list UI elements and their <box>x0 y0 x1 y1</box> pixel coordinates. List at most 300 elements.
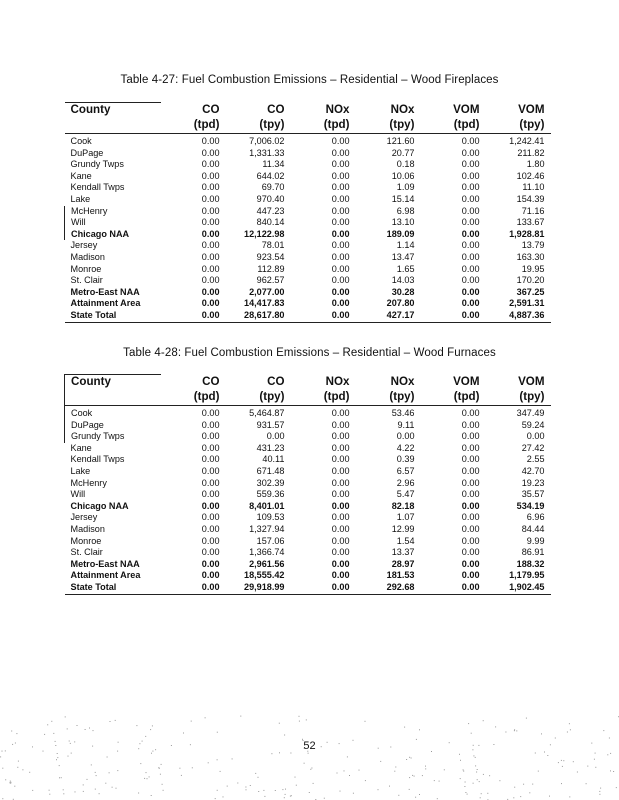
noise-dot <box>295 777 296 778</box>
noise-dot <box>57 753 58 754</box>
noise-dot <box>83 784 84 785</box>
nox-tpy-cell: 0.39 <box>396 454 415 465</box>
noise-dot <box>547 755 548 756</box>
vom-tpy-cell: 154.39 <box>516 193 545 204</box>
noise-dot <box>183 733 184 734</box>
noise-dot <box>365 721 366 722</box>
co-tpy-cell: 78.01 <box>261 240 285 251</box>
co-tpd-cell: 0.00 <box>201 228 220 239</box>
noise-dot <box>389 786 390 787</box>
nox-tpd-cell: 0.00 <box>331 159 350 170</box>
vom-tpd-cell: 0.00 <box>461 477 480 488</box>
table-row <box>65 275 551 287</box>
header-county: County <box>65 103 161 118</box>
noise-dot <box>460 760 461 761</box>
table-row <box>65 420 551 432</box>
noise-dot <box>595 767 596 768</box>
noise-dot <box>463 769 464 770</box>
vom-tpd-cell: 0.00 <box>421 582 486 594</box>
vom-tpy-cell: 347.49 <box>516 408 545 418</box>
noise-dot <box>10 783 11 784</box>
noise-dot <box>181 775 182 776</box>
vom-tpd-cell: 0.00 <box>461 570 480 581</box>
vom-tpy-cell: 211.82 <box>517 147 545 158</box>
nox-tpy-cell: 82.18 <box>391 500 415 511</box>
county-cell: McHenry <box>65 206 161 218</box>
vom-tpy-cell: 0.00 <box>526 431 545 442</box>
nox-tpd-cell: 0.00 <box>331 298 350 309</box>
table-4-27-caption: Table 4-27: Fuel Combustion Emissions – Residential – Wood Fireplaces <box>120 74 499 86</box>
noise-dot <box>532 784 533 785</box>
noise-dot <box>138 793 139 794</box>
noise-dot <box>562 766 563 767</box>
noise-dot <box>415 797 416 798</box>
nox-tpd-cell: 0.00 <box>331 205 350 216</box>
vom-tpd-cell: 0.00 <box>461 228 480 239</box>
vom-tpy-cell: 9.99 <box>526 535 545 546</box>
noise-dot <box>282 789 283 790</box>
noise-dot <box>460 778 461 779</box>
nox-tpd-cell: 0.00 <box>331 512 350 523</box>
table-row <box>65 431 551 443</box>
header-unit: (tpy) <box>226 390 291 406</box>
table-row <box>65 536 551 548</box>
noise-dot <box>349 775 350 776</box>
noise-dot <box>296 785 297 786</box>
nox-tpd-cell: 0.00 <box>331 523 350 534</box>
county-cell: St. Clair <box>70 547 103 558</box>
noise-dot <box>290 796 291 797</box>
vom-tpd-cell: 0.00 <box>461 442 480 453</box>
vom-tpy-cell: 6.96 <box>526 512 545 523</box>
table-row <box>65 287 551 299</box>
vom-tpd-cell: 0.00 <box>461 263 480 274</box>
vom-tpy-cell: 133.67 <box>516 217 545 228</box>
noise-dot <box>146 772 147 773</box>
noise-dot <box>16 733 17 734</box>
noise-dot <box>337 773 338 774</box>
noise-dot <box>419 729 420 730</box>
nox-tpy-cell: 6.98 <box>396 205 415 216</box>
co-tpy-cell: 431.23 <box>256 442 285 453</box>
co-tpy-cell: 14,417.83 <box>244 298 285 309</box>
noise-dot <box>99 793 100 794</box>
vom-tpd-cell: 0.00 <box>461 512 480 523</box>
county-cell: Grundy Twps <box>70 159 124 170</box>
nox-tpy-cell: 13.37 <box>391 547 415 558</box>
noise-dot <box>109 772 110 773</box>
noise-dot <box>380 761 381 762</box>
co-tpd-cell: 0.00 <box>201 535 220 546</box>
vom-tpy-cell: 1.80 <box>526 159 545 170</box>
header-unit: (tpd) <box>291 118 356 134</box>
co-tpd-cell: 0.00 <box>201 182 220 193</box>
vom-tpy-cell: 71.16 <box>521 205 545 216</box>
noise-dot <box>487 793 488 794</box>
noise-dot <box>299 716 300 717</box>
noise-dot <box>599 794 600 795</box>
noise-dot <box>91 764 92 765</box>
noise-dot <box>313 783 314 784</box>
nox-tpd-cell: 0.00 <box>331 477 350 488</box>
nox-tpd-cell: 0.00 <box>331 500 350 511</box>
noise-dot <box>310 769 311 770</box>
vom-tpy-cell: 11.10 <box>522 182 545 193</box>
noise-dot <box>258 791 259 792</box>
vom-tpd-cell: 0.00 <box>461 298 480 309</box>
noise-dot <box>505 732 506 733</box>
noise-dot <box>250 785 251 786</box>
noise-dot <box>414 776 415 777</box>
vom-tpd-cell: 0.00 <box>461 275 480 286</box>
vom-tpy-cell: 163.30 <box>516 251 545 262</box>
nox-tpy-cell: 5.47 <box>396 489 415 500</box>
vom-tpd-cell: 0.00 <box>461 251 480 262</box>
vom-tpd-cell: 0.00 <box>461 193 480 204</box>
nox-tpy-cell: 15.14 <box>391 193 415 204</box>
noise-dot <box>444 769 445 770</box>
table-row <box>65 159 551 171</box>
co-tpy-cell: 970.40 <box>256 193 285 204</box>
co-tpd-cell: 0.00 <box>201 286 220 297</box>
vom-tpd-cell: 0.00 <box>461 547 480 558</box>
noise-dot <box>594 759 595 760</box>
co-tpy-cell: 5,464.87 <box>249 408 285 418</box>
table-row <box>65 310 551 322</box>
vom-tpd-cell: 0.00 <box>461 170 480 181</box>
noise-dot <box>217 732 218 733</box>
co-tpy-cell: 1,366.74 <box>249 547 285 558</box>
table-row <box>65 582 551 594</box>
nox-tpy-cell: 1.65 <box>396 263 415 274</box>
table-row <box>65 489 551 501</box>
noise-dot <box>14 786 15 787</box>
noise-dot <box>404 727 405 728</box>
noise-dot <box>112 787 113 788</box>
co-tpy-cell: 12,122.98 <box>244 228 285 239</box>
noise-dot <box>419 794 420 795</box>
vom-tpd-cell: 0.00 <box>461 286 480 297</box>
header-units-county <box>65 118 161 134</box>
county-cell: Chicago NAA <box>70 500 129 511</box>
co-tpy-cell: 7,006.02 <box>249 136 285 146</box>
nox-tpy-cell: 14.03 <box>391 275 415 286</box>
noise-dot <box>340 791 341 792</box>
noise-dot <box>223 796 224 797</box>
co-tpd-cell: 0.00 <box>201 465 220 476</box>
noise-dot <box>476 772 477 773</box>
noise-dot <box>49 790 50 791</box>
vom-tpd-cell: 0.00 <box>461 535 480 546</box>
noise-dot <box>96 775 97 776</box>
noise-dot <box>425 768 426 769</box>
noise-dot <box>263 790 264 791</box>
noise-dot <box>290 753 291 754</box>
noise-dot <box>56 759 57 760</box>
noise-dot <box>49 794 50 795</box>
vom-tpy-cell: 1,928.81 <box>509 228 545 239</box>
co-tpd-cell: 0.00 <box>201 442 220 453</box>
header-unit: (tpd) <box>161 118 226 134</box>
noise-dot <box>150 729 151 730</box>
noise-dot <box>308 753 309 754</box>
noise-dot <box>600 788 601 789</box>
co-tpd-cell: 0.00 <box>201 240 220 251</box>
noise-dot <box>344 770 345 771</box>
noise-dot <box>159 768 160 769</box>
vom-tpd-cell: 0.00 <box>461 465 480 476</box>
noise-dot <box>394 771 395 772</box>
vom-tpy-cell: 1,902.45 <box>486 582 551 594</box>
vom-tpy-cell: 13.79 <box>521 240 545 251</box>
header-county: County <box>65 375 161 390</box>
noise-dot <box>567 732 568 733</box>
noise-dot <box>347 756 348 757</box>
nox-tpy-cell: 53.46 <box>391 408 415 418</box>
noise-dot <box>616 787 617 788</box>
noise-dot <box>409 757 410 758</box>
header-nox: NOx <box>390 375 415 388</box>
noise-dot <box>468 723 469 724</box>
vom-tpy-cell: 84.44 <box>521 523 545 534</box>
vom-tpd-cell: 0.00 <box>461 419 480 430</box>
noise-dot <box>208 762 209 763</box>
county-cell: Kendall Twps <box>70 454 125 465</box>
vom-tpy-cell: 2,591.31 <box>509 298 545 309</box>
noise-dot <box>613 771 614 772</box>
county-cell: Monroe <box>70 263 102 274</box>
nox-tpy-cell: 28.97 <box>391 558 415 569</box>
noise-dot <box>191 721 192 722</box>
county-cell: Cook <box>65 406 161 420</box>
co-tpy-cell: 1,331.33 <box>249 147 285 158</box>
nox-tpd-cell: 0.00 <box>331 465 350 476</box>
vom-tpd-cell: 0.00 <box>461 205 480 216</box>
noise-dot <box>309 792 310 793</box>
county-cell: Chicago NAA <box>65 229 161 241</box>
noise-dot <box>324 798 325 799</box>
county-cell: Lake <box>70 465 91 476</box>
header-nox: NOx <box>390 103 415 116</box>
vom-tpy-cell: 86.91 <box>521 547 545 558</box>
co-tpd-cell: 0.00 <box>201 570 220 581</box>
noise-dot <box>179 768 180 769</box>
noise-dot <box>299 721 300 722</box>
header-unit: (tpd) <box>421 390 486 406</box>
noise-dot <box>5 779 6 780</box>
co-tpd-cell: 0.00 <box>201 251 220 262</box>
noise-dot <box>599 791 600 792</box>
co-tpd-cell: 0.00 <box>201 263 220 274</box>
vom-tpd-cell: 0.00 <box>461 136 480 146</box>
noise-dot <box>10 781 11 782</box>
noise-dot <box>526 718 527 719</box>
co-tpd-cell: 0.00 <box>201 523 220 534</box>
noise-dot <box>0 756 1 757</box>
noise-dot <box>151 753 152 754</box>
table-row <box>65 512 551 524</box>
vom-tpy-cell: 367.25 <box>516 286 545 297</box>
noise-dot <box>610 770 611 771</box>
vom-tpy-cell: 534.19 <box>516 500 545 511</box>
noise-dot <box>481 793 482 794</box>
noise-dot <box>63 789 64 790</box>
header-units-row <box>65 118 551 134</box>
noise-dot <box>11 731 12 732</box>
header-units-row <box>65 390 551 406</box>
header-units-county <box>65 390 161 406</box>
header-unit: (tpy) <box>356 390 421 406</box>
noise-dot <box>93 730 94 731</box>
vom-tpd-cell: 0.00 <box>461 500 480 511</box>
nox-tpy-cell: 6.57 <box>396 465 415 476</box>
noise-dot <box>217 790 218 791</box>
vom-tpy-cell: 35.57 <box>521 489 545 500</box>
nox-tpy-cell: 13.47 <box>391 251 415 262</box>
noise-dot <box>464 786 465 787</box>
nox-tpy-cell: 292.68 <box>356 582 421 594</box>
header-unit: (tpy) <box>486 390 551 406</box>
nox-tpy-cell: 0.00 <box>396 431 415 442</box>
table-row <box>65 570 551 582</box>
county-cell: Cook <box>70 136 92 146</box>
noise-dot <box>398 795 399 796</box>
noise-dot <box>284 797 285 798</box>
noise-dot <box>255 773 256 774</box>
nox-tpd-cell: 0.00 <box>331 240 350 251</box>
noise-dot <box>586 783 587 784</box>
noise-dot <box>514 730 515 731</box>
nox-tpy-cell: 1.54 <box>396 535 415 546</box>
noise-dot <box>232 758 233 759</box>
nox-tpd-cell: 0.00 <box>331 275 350 286</box>
co-tpd-cell: 0.00 <box>201 193 220 204</box>
vom-tpy-cell: 1,242.41 <box>509 136 545 146</box>
noise-dot <box>541 733 542 734</box>
nox-tpy-cell: 1.14 <box>396 240 415 251</box>
co-tpy-cell: 69.70 <box>261 182 285 193</box>
nox-tpy-cell: 30.28 <box>391 286 415 297</box>
noise-dot <box>434 780 435 781</box>
co-tpd-cell: 0.00 <box>161 582 226 594</box>
noise-dot <box>483 720 484 721</box>
co-tpy-cell: 157.06 <box>256 535 285 546</box>
header-unit: (tpd) <box>421 118 486 134</box>
vom-tpy-cell: 42.70 <box>521 465 545 476</box>
nox-tpy-cell: 20.77 <box>391 147 415 158</box>
table-row <box>65 206 551 218</box>
noise-dot <box>220 771 221 772</box>
noise-dot <box>475 765 476 766</box>
header-nox: NOx <box>325 375 350 388</box>
noise-dot <box>51 721 52 722</box>
co-tpy-cell: 11.34 <box>262 159 285 170</box>
co-tpd-cell: 0.00 <box>201 558 220 569</box>
vom-tpy-cell: 19.95 <box>521 263 545 274</box>
noise-dot <box>22 769 23 770</box>
noise-dot <box>140 763 141 764</box>
vom-tpy-cell: 188.32 <box>516 558 545 569</box>
header-unit: (tpy) <box>486 118 551 134</box>
table-row <box>65 559 551 571</box>
noise-dot <box>284 735 285 736</box>
nox-tpd-cell: 0.00 <box>331 228 350 239</box>
header-row <box>65 103 551 118</box>
county-cell: Kane <box>70 442 92 453</box>
county-cell: Kane <box>70 170 92 181</box>
vom-tpd-cell: 0.00 <box>461 523 480 534</box>
nox-tpy-cell: 2.96 <box>396 477 415 488</box>
co-tpd-cell: 0.00 <box>201 489 220 500</box>
header-unit: (tpd) <box>291 390 356 406</box>
noise-dot <box>63 793 64 794</box>
noise-dot <box>163 790 164 791</box>
nox-tpd-cell: 0.00 <box>331 193 350 204</box>
noise-dot <box>549 796 550 797</box>
co-tpd-cell: 0.00 <box>201 512 220 523</box>
noise-dot <box>291 795 292 796</box>
nox-tpd-cell: 0.00 <box>331 431 350 442</box>
noise-dot <box>215 798 216 799</box>
nox-tpd-cell: 0.00 <box>331 263 350 274</box>
co-tpy-cell: 0.00 <box>266 431 285 442</box>
noise-dot <box>47 724 48 725</box>
noise-dot <box>105 783 106 784</box>
noise-dot <box>479 781 480 782</box>
co-tpy-cell: 40.11 <box>262 454 285 465</box>
co-tpy-cell: 109.53 <box>256 512 285 523</box>
noise-dot <box>395 767 396 768</box>
noise-dot <box>2 798 3 799</box>
county-cell: St. Clair <box>70 275 103 286</box>
vom-tpy-cell: 170.20 <box>516 275 545 286</box>
county-cell: Kendall Twps <box>70 182 125 193</box>
noise-dot <box>520 796 521 797</box>
nox-tpy-cell: 1.09 <box>396 182 415 193</box>
nox-tpd-cell: 0.00 <box>331 182 350 193</box>
noise-dot <box>67 728 68 729</box>
table-4-27 <box>64 102 551 323</box>
county-cell: DuPage <box>65 420 161 432</box>
header-co: CO <box>267 375 285 388</box>
co-tpy-cell: 28,617.80 <box>226 310 291 322</box>
noise-dot <box>603 730 604 731</box>
header-vom: VOM <box>453 103 480 116</box>
nox-tpy-cell: 1.07 <box>396 512 415 523</box>
noise-dot <box>577 772 578 773</box>
noise-dot <box>558 762 559 763</box>
table-body <box>65 134 551 323</box>
noise-dot <box>569 723 570 724</box>
county-cell: Metro-East NAA <box>70 558 140 569</box>
co-tpd-cell: 0.00 <box>201 275 220 286</box>
nox-tpy-cell: 9.11 <box>397 419 415 430</box>
header-row <box>65 375 551 390</box>
co-tpy-cell: 1,327.94 <box>249 523 285 534</box>
nox-tpy-cell: 181.53 <box>386 570 415 581</box>
noise-dot <box>192 767 193 768</box>
nox-tpd-cell: 0.00 <box>291 310 356 322</box>
nox-tpd-cell: 0.00 <box>331 286 350 297</box>
noise-dot <box>85 729 86 730</box>
nox-tpd-cell: 0.00 <box>331 170 350 181</box>
noise-dot <box>409 777 410 778</box>
vom-tpy-cell: 19.23 <box>521 477 545 488</box>
noise-dot <box>437 798 438 799</box>
header-unit: (tpy) <box>356 118 421 134</box>
noise-dot <box>459 754 460 755</box>
table-row <box>65 478 551 490</box>
